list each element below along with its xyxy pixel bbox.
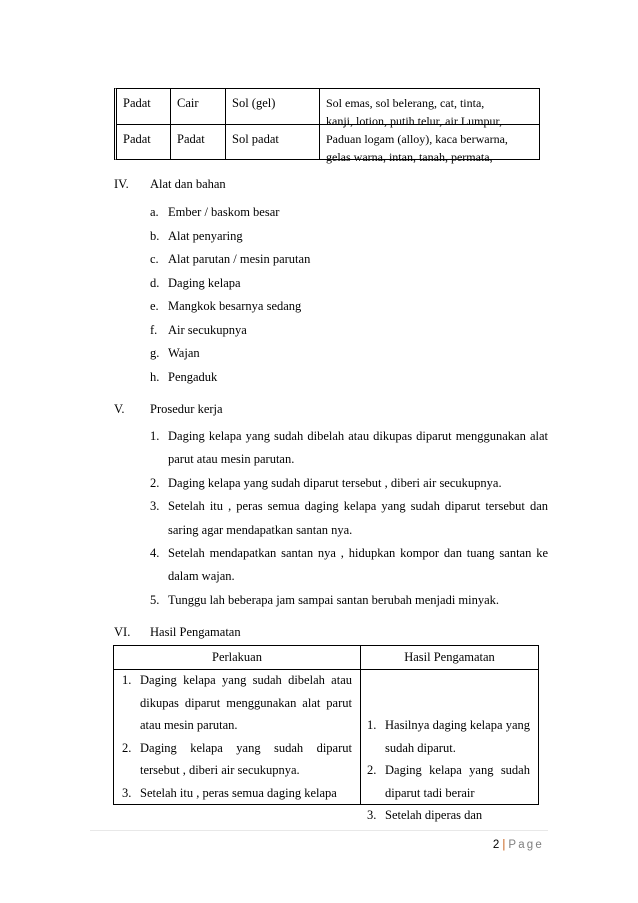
- treatment-cell: [114, 669, 360, 804]
- section-title: Alat dan bahan: [150, 177, 226, 191]
- list-item: [150, 319, 310, 343]
- list-marker: c.: [150, 252, 159, 266]
- list-marker: 1.: [367, 718, 377, 732]
- list-marker: 3.: [122, 785, 132, 800]
- list-marker: e.: [150, 299, 159, 313]
- table-header-cell: Hasil Pengamatan: [360, 646, 538, 669]
- observation-table: [113, 645, 539, 822]
- page-footer: [493, 839, 544, 851]
- list-item: [122, 737, 352, 782]
- table-cell: Sol padat: [225, 125, 319, 160]
- list-item: [367, 804, 530, 827]
- section-number: V.: [114, 402, 125, 416]
- table-cell: Sol (gel): [225, 89, 319, 124]
- list-marker: g.: [150, 346, 160, 360]
- section-number: IV.: [114, 177, 129, 191]
- list-text: Wajan: [168, 346, 200, 360]
- list-marker: 3.: [367, 808, 377, 822]
- list-marker: 3.: [150, 499, 160, 514]
- list-text: Setelah itu , peras semua daging kelapa yang sudah diparut tersebut dan saring agar mendapatkan santan nya.: [168, 499, 548, 537]
- cell-line: gelas warna, intan, tanah, permata,: [326, 150, 493, 164]
- list-item: [150, 425, 548, 472]
- result-list: [367, 714, 530, 827]
- section-title: Hasil Pengamatan: [150, 625, 241, 639]
- list-item: [150, 542, 548, 589]
- list-item: [150, 295, 310, 319]
- list-marker: b.: [150, 228, 160, 243]
- colloid-table-row: [117, 89, 539, 128]
- list-text: Alat parutan / mesin parutan: [168, 252, 311, 266]
- section-title: Prosedur kerja: [150, 402, 223, 416]
- list-item: [150, 201, 310, 225]
- cell-line: Sol emas, sol belerang, cat, tinta,: [326, 96, 485, 110]
- list-item: [367, 714, 530, 759]
- list-marker: 2.: [150, 475, 160, 490]
- treatment-list: [122, 669, 352, 804]
- table-cell: Padat: [123, 96, 151, 110]
- list-text: Air secukupnya: [168, 322, 247, 337]
- list-text: Daging kelapa: [168, 275, 241, 290]
- list-marker: 4.: [150, 546, 160, 561]
- list-text: Setelah mendapatkan santan nya , hidupkan kompor dan tuang santan ke dalam wajan.: [168, 546, 548, 584]
- list-item: [150, 366, 310, 390]
- table-cell-examples: [319, 89, 539, 128]
- list-marker: f.: [150, 322, 158, 337]
- table-cell: Padat: [170, 125, 225, 160]
- colloid-table-row: [117, 124, 539, 164]
- list-item: [150, 472, 548, 495]
- list-item: [150, 272, 310, 296]
- procedure-list: [150, 425, 548, 612]
- table-cell-examples: [319, 125, 539, 164]
- list-marker: 5.: [150, 592, 160, 607]
- list-marker: 1.: [150, 429, 160, 443]
- list-marker: 2.: [122, 740, 132, 755]
- colloid-table: [114, 88, 540, 164]
- list-marker: 1.: [122, 673, 132, 687]
- list-text: Daging kelapa yang sudah diparut tersebut , diberi air secukupnya.: [168, 475, 502, 490]
- list-item: [150, 248, 310, 272]
- cell-line: Paduan logam (alloy), kaca berwarna,: [326, 132, 508, 146]
- list-text: Daging kelapa yang sudah dibelah atau dikupas diparut menggunakan alat parut atau mesin parutan.: [168, 429, 548, 467]
- list-item: [122, 669, 352, 737]
- list-item: [150, 495, 548, 542]
- list-text: Mangkok besarnya sedang: [168, 299, 302, 313]
- result-cell: [360, 669, 538, 822]
- list-text: Setelah itu , peras semua daging kelapa: [140, 785, 337, 800]
- list-marker: h.: [150, 369, 160, 384]
- footer-divider: [90, 830, 548, 831]
- materials-list: [150, 201, 310, 389]
- list-text: Hasilnya daging kelapa yang sudah diparut.: [385, 718, 530, 755]
- list-item: [122, 782, 352, 805]
- list-text: Daging kelapa yang sudah diparut tersebut , diberi air secukupnya.: [140, 740, 352, 777]
- page-label: Page: [508, 839, 544, 851]
- table-cell: Padat: [123, 132, 151, 146]
- list-text: Daging kelapa yang sudah diparut tadi berair: [385, 763, 530, 800]
- list-marker: a.: [150, 205, 159, 219]
- cell-line: kanji, lotion, putih telur, air Lumpur,: [326, 114, 503, 128]
- list-item: [367, 759, 530, 804]
- table-header-row: [114, 646, 538, 670]
- list-item: [150, 342, 310, 366]
- table-cell: Cair: [170, 89, 225, 124]
- page-number: 2: [492, 839, 500, 851]
- list-text: Alat penyaring: [168, 228, 243, 243]
- table-body-row: [114, 669, 538, 822]
- footer-separator: |: [502, 839, 506, 851]
- table-header-cell: Perlakuan: [212, 650, 262, 664]
- list-item: [150, 225, 310, 249]
- section-number: VI.: [114, 625, 131, 639]
- list-marker: d.: [150, 275, 160, 290]
- list-item: [150, 589, 548, 612]
- list-text: Ember / baskom besar: [168, 205, 280, 219]
- list-marker: 2.: [367, 763, 377, 777]
- list-text: Daging kelapa yang sudah dibelah atau dikupas diparut menggunakan alat parut atau mesin parutan.: [140, 673, 352, 732]
- list-text: Setelah diperas dan: [385, 808, 483, 822]
- list-text: Tunggu lah beberapa jam sampai santan berubah menjadi minyak.: [168, 592, 500, 607]
- list-text: Pengaduk: [168, 369, 218, 384]
